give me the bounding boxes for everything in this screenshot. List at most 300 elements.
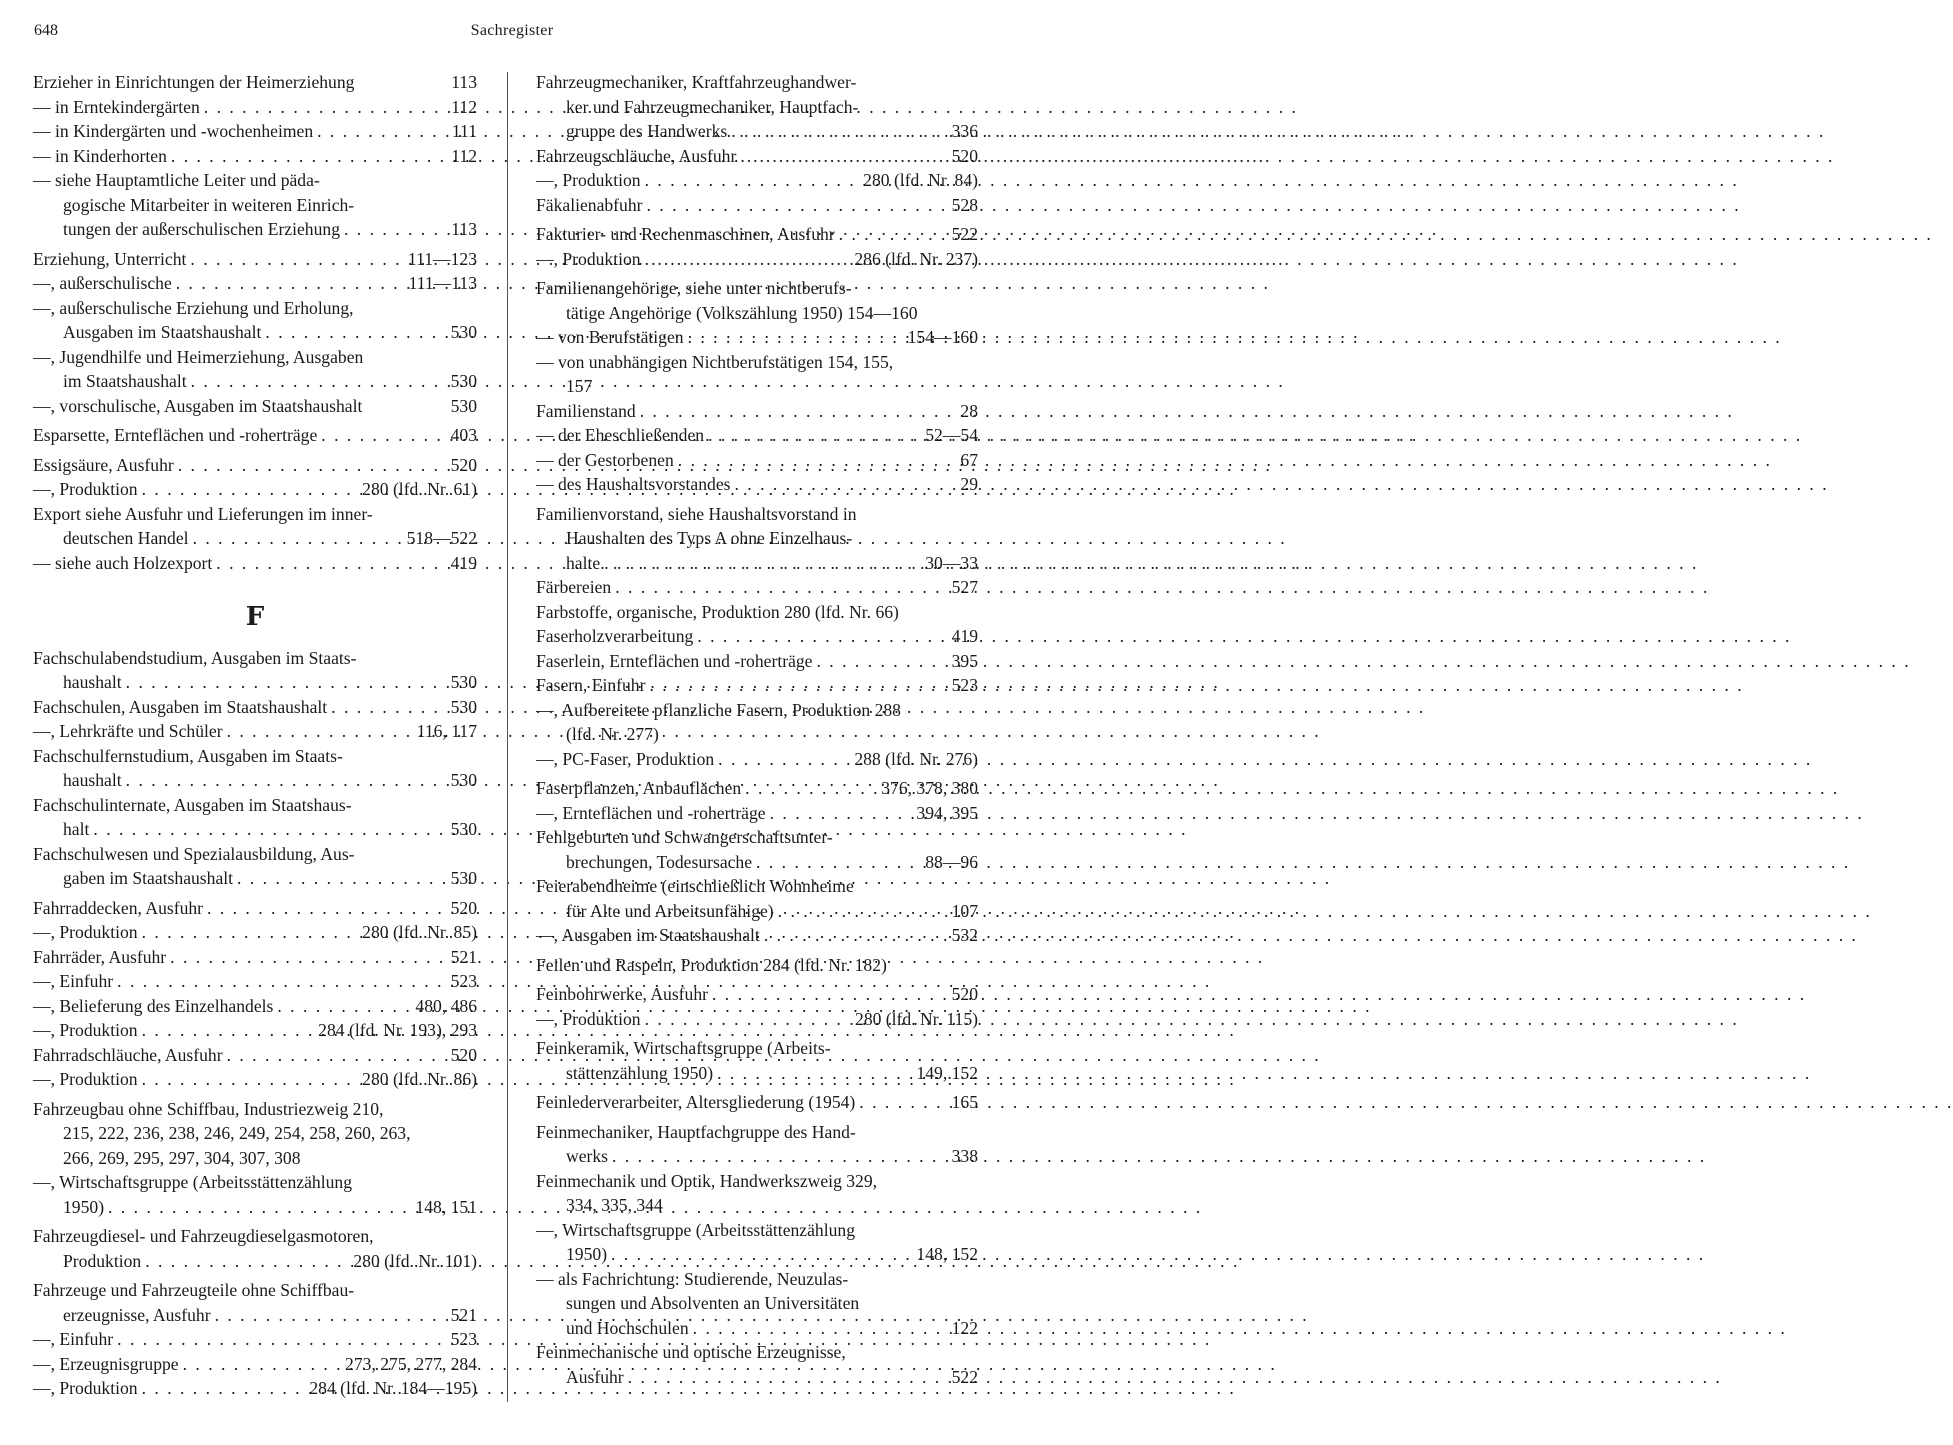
index-term: gaben im Staatshaushalt [63,868,234,888]
index-term: Familienangehörige, siehe unter nichtberufs- [536,278,852,298]
index-group-f-continued [536,70,978,1389]
index-term: Fakturier- und Rechenmaschinen, Ausfuhr [536,224,835,244]
index-term: halt [63,819,90,839]
index-entry [33,945,477,970]
index-entry-line [536,1316,978,1341]
dot-leader [126,670,447,695]
index-entry [536,399,978,424]
index-term: —, Produktion [536,170,641,190]
index-term: sungen und Absolventen an Universitäten [566,1293,860,1313]
dot-leader [756,850,921,875]
index-entry [536,649,978,674]
index-entry [33,994,477,1019]
index-entry-line [536,1242,978,1267]
index-entry-line [536,801,978,826]
page-reference: 280 (lfd. Nr. 115) [855,1008,978,1029]
dot-leader [171,144,447,169]
index-term: Faserpflanzen, Anbauflächen [536,778,742,798]
index-term: Fachschulabendstudium, Ausgaben im Staats- [33,647,357,668]
dot-leader [142,1067,359,1092]
page-reference: 522 [951,1366,978,1387]
dot-leader [712,982,948,1007]
index-entry-line [536,1193,978,1218]
index-entry [33,1224,477,1273]
page-number: 648 [34,22,58,39]
index-entry [536,193,978,218]
page-reference: 532 [951,925,978,945]
index-entry [536,1090,978,1115]
page-reference: 30—33 [925,552,978,573]
index-entry [33,744,477,793]
index-term: Essigsäure, Ausfuhr [33,454,174,475]
index-column-left [33,70,477,1401]
index-entry-line [536,1090,978,1115]
index-entry-line [33,646,477,671]
page-reference: 530 [450,322,477,342]
index-entry [536,624,978,649]
index-term: — in Kindergärten und -wochenheimen [33,121,314,141]
index-entry-line [33,1121,477,1146]
page-reference: 286 (lfd. Nr. 237) [854,248,978,269]
dot-leader [204,95,447,120]
index-entry [536,1218,978,1267]
page-reference: 518—522 [406,528,477,548]
index-entry-line [536,423,978,448]
index-term: Faserholzverarbeitung [536,626,694,646]
index-entry [536,953,978,978]
index-term: erzeugnisse, Ausfuhr [63,1304,211,1325]
index-entry-line [33,1376,477,1401]
index-entry-line [33,1018,477,1043]
index-entry-line [33,1170,477,1195]
dot-leader [640,399,957,424]
index-entry-line [536,276,978,301]
index-term: Fahrzeugschläuche, Ausfuhr [536,145,737,166]
index-entry-line [33,551,477,576]
index-entry-line [536,673,978,698]
dot-leader [604,551,921,576]
index-entry-line [33,1278,477,1303]
index-entry-line [33,994,477,1019]
page-reference: 113 [451,72,477,92]
index-entry-line [33,719,477,744]
index-entry [536,1120,978,1169]
index-entry-line [536,698,978,723]
dot-leader [237,866,447,891]
index-entry-line [33,271,477,296]
index-term: tätige Angehörige (Volkszählung 1950) 154—160 [566,302,918,323]
dot-leader [193,526,403,551]
index-entry [536,600,978,625]
index-term: Fachschulfernstudium, Ausgaben im Staats- [33,745,343,766]
index-term: —, Ausgaben im Staatshaushalt [536,925,760,945]
dot-leader [615,575,947,600]
dot-leader [859,1090,947,1115]
index-entry-line [33,320,477,345]
page-reference: 280 (lfd. Nr. 86) [362,1069,477,1089]
index-term: haushalt [63,672,122,692]
page-reference: 521 [450,946,477,967]
page-reference: 284 (lfd. Nr. 184—195) [309,1378,477,1398]
index-term: im Staatshaushalt [63,371,187,391]
index-term: Fahrzeugdiesel- und Fahrzeugdieselgasmotoren, [33,1226,374,1246]
dot-leader [628,1365,948,1390]
index-entry-line [33,369,477,394]
index-entry-line [33,670,477,695]
index-term: Feinlederverarbeiter, Altersgliederung (1954) [536,1092,856,1112]
index-entry-line [33,1195,477,1220]
index-entry [33,920,477,945]
index-term: Feinmechanische und optische Erzeugnisse, [536,1342,846,1362]
dot-leader [816,649,947,674]
index-entry [33,70,477,95]
index-entry [33,1278,477,1327]
index-entry-line [33,842,477,867]
index-entry [33,551,477,576]
index-entry [33,793,477,842]
dot-leader [708,423,921,448]
page-reference: 280 (lfd. Nr. 85) [362,922,477,942]
index-entry [536,144,978,169]
index-entry-line [536,1144,978,1169]
index-entry-line [33,526,477,551]
index-term: Fachschulen, Ausgaben im Staatshaushalt [33,696,328,717]
index-entry-line [33,866,477,891]
page-reference: 523 [450,971,477,991]
dot-leader [317,119,448,144]
dot-leader [649,673,947,698]
index-entry-line [536,448,978,473]
index-entry-line [536,70,978,95]
dot-leader [227,1043,447,1068]
index-term: — der Eheschließenden [536,425,705,445]
index-entry-line [33,1097,477,1122]
page-reference: 148, 151 [415,1196,477,1217]
index-term: halte [566,552,601,573]
page-reference: 67 [960,449,978,470]
page-reference: 523 [951,675,978,695]
dot-leader [731,119,947,144]
index-term: —, Aufbereitete pflanzliche Fasern, Produktion 288 [536,699,901,720]
index-term: —, Wirtschaftsgruppe (Arbeitsstättenzählung [536,1219,855,1240]
index-term: —, Ernteflächen und -roherträge [536,802,766,823]
page-reference: 113 [451,219,477,239]
index-term: Erziehung, Unterricht [33,248,187,269]
dot-leader [734,472,956,497]
page-reference: 520 [450,897,477,918]
index-entry-line [536,1291,978,1316]
index-term: —, Produktion [33,1020,138,1040]
page-reference: 122 [951,1317,978,1338]
index-entry-line [536,722,978,747]
index-term: Fasern, Einfuhr [536,675,646,695]
index-term: gruppe des Handwerks [566,121,728,141]
index-entry [536,70,978,144]
index-term: Fahrraddecken, Ausfuhr [33,897,204,918]
index-entry-line [536,193,978,218]
dot-leader [645,1007,851,1032]
index-entry-line [33,345,477,370]
index-entry [536,168,978,193]
index-term: —, PC-Faser, Produktion [536,748,715,769]
page-reference: 288 (lfd. Nr. 276) [854,748,978,769]
index-term: stättenzählung 1950) [566,1062,714,1083]
index-entry-line [33,70,477,95]
index-entry [33,144,477,169]
index-entry-line [536,301,978,326]
index-term: Fachschulwesen und Spezialausbildung, Aus- [33,843,355,864]
column-divider [507,72,508,1402]
page-reference: 530 [450,819,477,839]
index-term: — in Kinderhorten [33,145,167,166]
index-entry-line [33,119,477,144]
page-reference: 419 [450,552,477,573]
index-entry-line [33,1043,477,1068]
dot-leader [688,325,904,350]
index-term: Familienstand [536,400,636,421]
index-entry [33,95,477,120]
page-reference: 530 [450,770,477,790]
dot-leader [183,1352,341,1377]
index-entry-line [33,1303,477,1328]
index-entry [33,695,477,720]
index-term: Farbstoffe, organische, Produktion 280 (lfd. Nr. 66) [536,601,899,622]
index-entry [33,1170,477,1219]
index-entry [33,1043,477,1068]
index-entry [33,168,477,242]
index-entry [536,448,978,473]
index-term: werks [566,1146,609,1166]
index-term: Fäkalienabfuhr [536,194,643,215]
index-term: 1950) [63,1196,105,1217]
index-entry-line [33,744,477,769]
page-reference: 523 [450,1329,477,1349]
running-head: Sachregister [470,22,554,39]
index-term: Familienvorstand, siehe Haushaltsvorstand in [536,503,857,524]
index-entry-line [536,624,978,649]
index-term: —, Wirtschaftsgruppe (Arbeitsstättenzählung [33,1172,352,1192]
index-entry-line [33,193,477,218]
index-term: — als Fachrichtung: Studierende, Neuzulas- [536,1268,849,1289]
index-term: —, außerschulische [33,273,172,293]
index-entry [33,719,477,744]
index-term: —, Produktion [33,922,138,942]
index-entry-line [536,399,978,424]
index-entry [536,1340,978,1389]
page-reference: 376, 378, 380 [881,778,978,798]
index-term: —, Lehrkräfte und Schüler [33,721,223,741]
index-term: Ausgaben im Staatshaushalt [63,322,262,342]
section-letter: F [245,602,265,632]
page-reference: 530 [450,371,477,391]
dot-leader [693,1316,948,1341]
index-entry-line [536,982,978,1007]
index-entry-line [33,768,477,793]
index-term: 1950) [566,1244,608,1264]
page-reference: 520 [951,145,978,166]
index-entry-line [33,896,477,921]
index-entry [536,472,978,497]
dot-leader [227,719,413,744]
index-entry [33,969,477,994]
dot-leader [142,920,359,945]
index-entry [536,776,978,801]
index-term: — siehe Hauptamtliche Leiter und päda- [33,170,320,190]
index-entry-line [33,817,477,842]
index-term: Fehlgeburten und Schwangerschaftsunter- [536,827,833,847]
page-reference: 528 [951,194,978,215]
dot-leader [117,1327,446,1352]
dot-leader [778,899,948,924]
index-term: brechungen, Todesursache [566,851,753,872]
page-reference: 530 [450,395,477,416]
index-entry [33,119,477,144]
index-entry-line [536,825,978,850]
index-term: und Hochschulen [566,1317,689,1338]
index-entry [536,801,978,826]
page-reference: 284 (lfd. Nr. 193), 293 [318,1020,477,1040]
page-reference: 336 [951,121,978,141]
dot-leader [331,695,446,720]
index-entry [33,842,477,891]
index-entry-line [33,296,477,321]
page-reference: 112 [451,96,477,117]
dot-leader [142,1376,306,1401]
dot-leader [764,923,948,948]
page-reference: 419 [951,626,978,646]
page-reference: 148, 152 [916,1244,978,1264]
index-entry-line [33,1224,477,1249]
dot-leader [145,1249,349,1274]
page-reference: 530 [450,696,477,717]
dot-leader [207,896,447,921]
dot-leader [126,768,447,793]
dot-leader [697,624,947,649]
page-reference: 530 [450,868,477,888]
page-reference: 527 [951,577,978,597]
index-term: — der Gestorbenen [536,449,674,470]
index-entry-line [536,1120,978,1145]
index-entry-line [536,600,978,625]
index-column-right [536,70,978,1389]
index-term: —, Einfuhr [33,1329,114,1349]
index-term: —, Produktion [536,248,641,269]
index-entry-line [536,850,978,875]
dot-leader [344,217,447,242]
dot-leader [645,168,860,193]
page-reference: 403 [450,425,477,445]
index-entry-line [33,969,477,994]
index-entry-line [33,95,477,120]
index-entry-line [536,551,978,576]
index-entry [33,646,477,695]
dot-leader [117,969,446,994]
index-entry-line [536,1007,978,1032]
dot-leader [216,551,446,576]
page-reference: 116, 117 [416,721,477,741]
page-reference: 520 [450,454,477,475]
index-entry [33,345,477,394]
page-reference: 107 [951,900,978,921]
index-entry [33,423,477,448]
index-term: Feilen und Raspeln, Produktion 284 (lfd. Nr. 182) [536,954,887,975]
index-term: —, Jugendhilfe und Heimerziehung, Ausgaben [33,346,364,367]
index-entry [536,825,978,874]
index-entry-line [33,793,477,818]
dot-leader [611,1242,912,1267]
index-term: für Alte und Arbeitsunfähige) [566,900,774,921]
page-reference: 530 [450,672,477,692]
index-entry-line [33,502,477,527]
index-entry [536,1169,978,1218]
index-entry [33,1067,477,1092]
index-entry-line [536,923,978,948]
index-entry-line [33,423,477,448]
index-term: Feinmechaniker, Hauptfachgruppe des Hand- [536,1121,856,1142]
index-entry [536,923,978,948]
index-term: — in Erntekindergärten [33,96,200,117]
index-entry-line [536,144,978,169]
index-entry-line [536,776,978,801]
index-entry [33,1097,477,1171]
index-entry [33,1018,477,1043]
page-reference: 480, 486 [415,995,477,1016]
page-reference: 280 (lfd. Nr. 61) [362,479,477,499]
dot-leader [321,423,446,448]
page-reference: 154—160 [907,327,978,347]
index-entry [536,575,978,600]
index-entry [33,247,477,272]
index-entry-line [33,217,477,242]
dot-leader [108,1195,411,1220]
dot-leader [770,801,913,826]
index-term: —, vorschulische, Ausgaben im Staatshaushalt [33,395,363,416]
index-entry [536,874,978,923]
index-entry [536,502,978,576]
index-entry-line [33,1327,477,1352]
index-entry [33,1352,477,1377]
index-entry [536,1007,978,1032]
index-entry-line [536,1365,978,1390]
index-term: Faserlein, Ernteflächen und -roherträge [536,650,813,671]
dot-leader [645,247,851,272]
index-entry-line [33,1352,477,1377]
index-term: 266, 269, 295, 297, 304, 307, 308 [63,1147,301,1168]
index-entry-line [536,1218,978,1243]
index-entry-line [536,95,978,120]
index-term: Produktion [63,1250,142,1271]
index-term: 157 [566,376,593,396]
index-group-e [33,70,477,575]
page-reference: 111—123 [407,248,477,269]
index-term: 334, 335, 344 [566,1195,663,1215]
index-entry [536,1036,978,1085]
page-reference: 111 [451,121,477,141]
index-term: deutschen Handel [63,528,189,548]
index-term: haushalt [63,770,122,790]
index-term: —, Einfuhr [33,971,114,991]
index-term: Esparsette, Ernteflächen und -roherträge [33,425,318,445]
dot-leader [717,1061,912,1086]
index-entry-line [536,1267,978,1292]
index-term: —, Produktion [33,1069,138,1089]
page-reference: 395 [951,650,978,671]
index-entry [33,896,477,921]
index-term: Feinkeramik, Wirtschaftsgruppe (Arbeits- [536,1038,831,1058]
index-entry-line [536,247,978,272]
index-term: gogische Mitarbeiter in weiteren Einrich- [63,194,355,215]
page-reference: 52—54 [925,425,978,445]
